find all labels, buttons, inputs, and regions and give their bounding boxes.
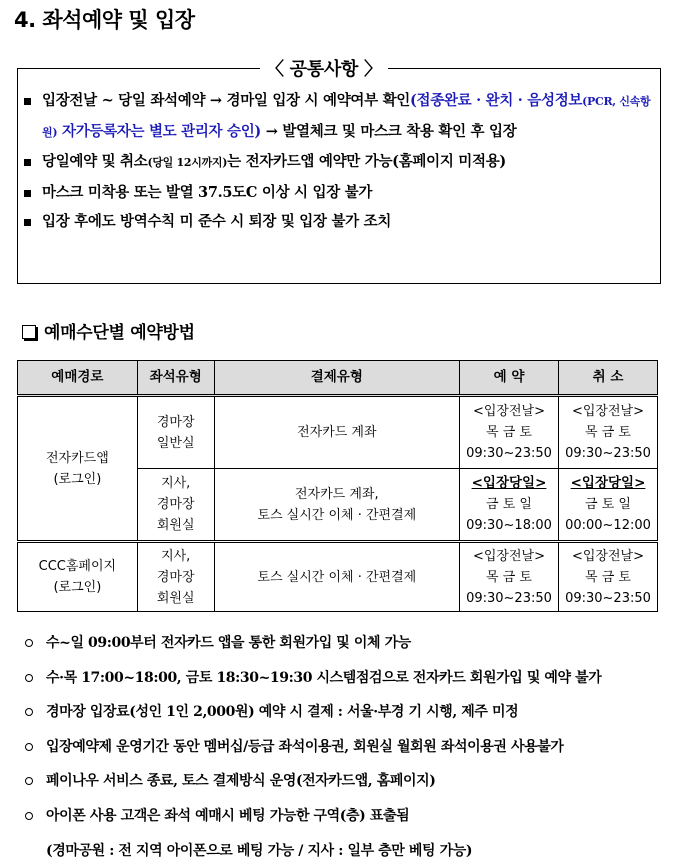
header-cancel: 취 소 [558,361,657,396]
header-reserve: 예 약 [460,361,559,396]
note-item: 페이나우 서비스 종료, 토스 결제방식 운영(전자카드앱, 홈페이지) [22,768,662,803]
notice-item: 마스크 미착용 또는 발열 37.5도C 이상 시 입장 불가 [22,178,658,208]
note-item: 아이폰 사용 고객은 좌석 예매시 베팅 가능한 구역(층) 표출됨 [22,803,662,838]
seat-cell: 지사, 경마장 회원실 [137,542,214,612]
section-title: 4. 좌석예약 및 입장 [14,8,195,32]
circle-bullet-icon [25,777,33,785]
common-notice-title: 〈 공통사항 〉 [260,55,388,81]
header-payment: 결제유형 [214,361,459,396]
notice-item: 입장전날 ~ 당일 좌석예약 → 경마일 입장 시 예약여부 확인(접종완료 · 완치 · 음성정보(PCR, 신속항원) 자가등록자는 별도 관리자 승인) → 발열체크 및 마스크 착용 확인 후 입장 [22,86,658,147]
common-notice-list [22,86,658,237]
cancel-cell: <입장전날> 목 금 토 09:30~23:50 [558,396,657,469]
payment-cell: 전자카드 계좌, 토스 실시간 이체 · 간편결제 [214,469,459,542]
checkbox-icon [22,325,36,339]
header-seat: 좌석유형 [137,361,214,396]
circle-bullet-icon [25,674,33,682]
reserve-cell: <입장전날> 목 금 토 09:30~23:50 [460,396,559,469]
notes-list [22,630,662,838]
table-header-row [18,361,658,396]
notice-item: 당일예약 및 취소(당일 12시까지)는 전자카드앱 예약만 가능(홈페이지 미적용) [22,147,658,178]
route-cell-web: CCC홈페이지 (로그인) [18,542,138,612]
payment-cell: 토스 실시간 이체 · 간편결제 [214,542,459,612]
header-route: 예매경로 [18,361,138,396]
circle-bullet-icon [25,812,33,820]
method-section-title: 예매수단별 예약방법 [22,318,195,343]
circle-bullet-icon [25,708,33,716]
route-cell-app: 전자카드앱 (로그인) [18,396,138,542]
note-item: 수·목 17:00~18:00, 금토 18:30~19:30 시스템점검으로 전자카드 회원가입 및 예약 불가 [22,665,662,700]
reservation-methods-table [17,360,658,612]
circle-bullet-icon [25,639,33,647]
sub-note: (경마공원 : 전 지역 아이폰으로 베팅 가능 / 지사 : 일부 층만 베팅 가능) [46,843,473,859]
note-item: 경마장 입장료(성인 1인 2,000원) 예약 시 결제 : 서울·부경 기 시행, 제주 미정 [22,699,662,734]
notice-item: 입장 후에도 방역수칙 미 준수 시 퇴장 및 입장 불가 조치 [22,207,658,237]
circle-bullet-icon [25,743,33,751]
seat-cell: 지사, 경마장 회원실 [137,469,214,542]
cancel-cell: <입장전날> 목 금 토 09:30~23:50 [558,542,657,612]
seat-cell: 경마장 일반실 [137,396,214,469]
table-row [18,396,658,469]
note-item: 입장예약제 운영기간 동안 멤버십/등급 좌석이용권, 회원실 월회원 좌석이용권 사용불가 [22,734,662,769]
reserve-cell: <입장전날> 목 금 토 09:30~23:50 [460,542,559,612]
table-row [18,542,658,612]
reserve-cell: <입장당일> 금 토 일 09:30~18:00 [460,469,559,542]
note-item: 수~일 09:00부터 전자카드 앱을 통한 회원가입 및 이체 가능 [22,630,662,665]
payment-cell: 전자카드 계좌 [214,396,459,469]
cancel-cell: <입장당일> 금 토 일 00:00~12:00 [558,469,657,542]
